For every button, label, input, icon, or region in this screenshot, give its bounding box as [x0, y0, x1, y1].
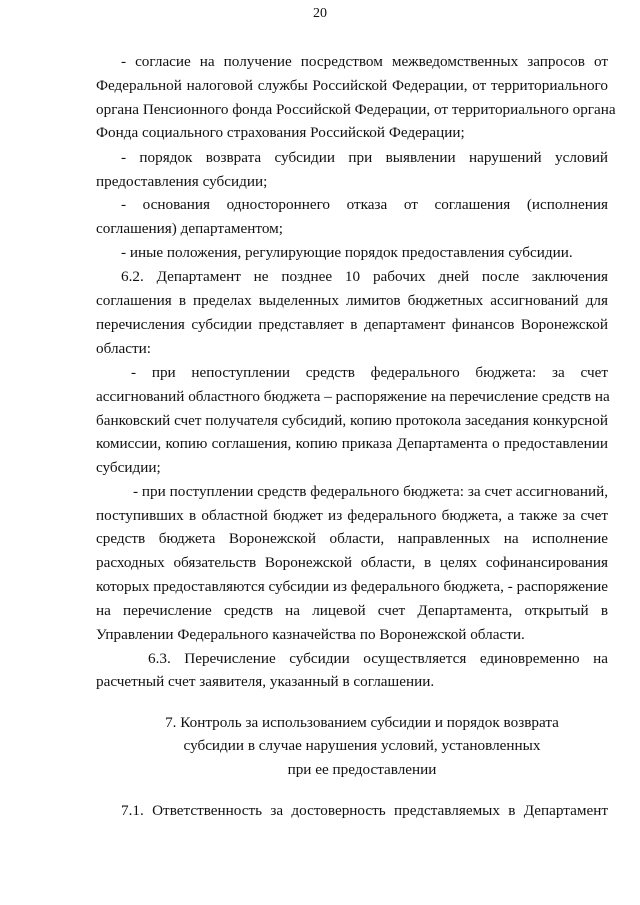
text-line: средств бюджета Воронежской области, направленных на исполнение — [96, 530, 608, 547]
text-line: 6.2. Департамент не позднее 10 рабочих дней после заключения — [121, 268, 608, 285]
text-line: соглашения) департаментом; — [96, 220, 283, 237]
text-line: - при непоступлении средств федерального бюджета: за счет — [131, 364, 608, 381]
text-line: области: — [96, 340, 151, 357]
text-line: - при поступлении средств федерального бюджета: за счет ассигнований, — [133, 483, 608, 500]
text-line: - основания одностороннего отказа от соглашения (исполнения — [121, 196, 608, 213]
text-line: расчетный счет заявителя, указанный в соглашении. — [96, 673, 435, 690]
text-line: - порядок возврата субсидии при выявлении нарушений условий — [121, 149, 608, 166]
text-line: банковский счет получателя субсидий, копию протокола заседания конкурсной — [96, 412, 608, 429]
text-line: перечисления субсидии представляет в департамент финансов Воронежской — [96, 316, 608, 333]
text-line: Фонда социального страхования Российской Федерации; — [96, 124, 465, 141]
text-line: 7.1. Ответственность за достоверность представляемых в Департамент — [121, 802, 608, 819]
text-line: - иные положения, регулирующие порядок предоставления субсидии. — [121, 244, 573, 261]
text-line: предоставления субсидии; — [96, 173, 268, 190]
section-heading-line: при ее предоставлении — [287, 761, 437, 778]
text-line: ассигнований областного бюджета – распоряжение на перечисление средств на — [96, 388, 610, 405]
text-line: на перечисление средств на лицевой счет Департамента, открытый в — [96, 602, 608, 619]
text-line: Федеральной налоговой службы Российской Федерации, от территориального — [96, 77, 608, 94]
text-line: Управлении Федерального казначейства по Воронежской области. — [96, 626, 525, 643]
text-line: органа Пенсионного фонда Российской Федерации, от территориального органа — [96, 101, 616, 118]
text-line: соглашения в пределах выделенных лимитов бюджетных ассигнований для — [96, 292, 608, 309]
text-line: 6.3. Перечисление субсидии осуществляется единовременно на — [148, 650, 608, 667]
text-line: поступивших в областной бюджет из федерального бюджета, а также за счет — [96, 507, 608, 524]
section-heading-line: 7. Контроль за использованием субсидии и порядок возврата — [165, 714, 559, 731]
text-line: комиссии, копию соглашения, копию приказа Департамента о предоставлении — [96, 435, 608, 452]
text-line: - согласие на получение посредством межведомственных запросов от — [121, 53, 608, 70]
text-line: которых предоставляются субсидии из федерального бюджета, - распоряжение — [96, 578, 609, 595]
page-number: 20 — [313, 6, 327, 21]
section-heading-line: субсидии в случае нарушения условий, установленных — [183, 737, 541, 754]
text-line: расходных обязательств Воронежской области, в целях софинансирования — [96, 554, 608, 571]
text-line: субсидии; — [96, 459, 161, 476]
